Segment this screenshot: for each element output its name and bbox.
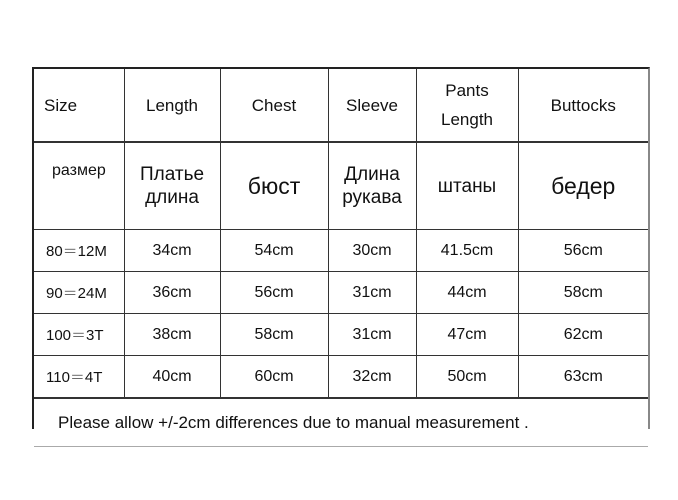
pants-cell: 41.5cm	[416, 230, 518, 272]
length-ru-line1: Платье	[139, 164, 205, 185]
russian-header-row	[34, 142, 648, 230]
length-header-ru	[124, 142, 220, 230]
sleeve-ru-line2: рукава	[342, 187, 402, 208]
sleeve-cell: 30cm	[328, 230, 416, 272]
pants-cell: 50cm	[416, 356, 518, 399]
pants-length-header	[416, 69, 518, 142]
chest-header: Chest	[220, 69, 328, 142]
chest-cell: 54cm	[220, 230, 328, 272]
header-row	[34, 69, 648, 142]
size-cell: 100＝3T	[34, 314, 124, 356]
pants-header-line2: Length	[441, 110, 493, 129]
chest-cell: 60cm	[220, 356, 328, 399]
chest-cell: 58cm	[220, 314, 328, 356]
sleeve-cell: 32cm	[328, 356, 416, 399]
buttocks-cell: 58cm	[518, 272, 648, 314]
length-cell: 36cm	[124, 272, 220, 314]
size-header: Size	[34, 69, 124, 142]
pants-cell: 44cm	[416, 272, 518, 314]
table-row	[34, 230, 648, 272]
sleeve-header: Sleeve	[328, 69, 416, 142]
chest-header-ru: бюст	[220, 142, 328, 230]
length-cell: 38cm	[124, 314, 220, 356]
pants-cell: 47cm	[416, 314, 518, 356]
buttocks-header: Buttocks	[518, 69, 648, 142]
buttocks-header-ru: бедер	[518, 142, 648, 230]
buttocks-cell: 63cm	[518, 356, 648, 399]
sleeve-cell: 31cm	[328, 314, 416, 356]
table-row	[34, 356, 648, 399]
length-cell: 40cm	[124, 356, 220, 399]
size-table	[34, 69, 648, 399]
buttocks-cell: 56cm	[518, 230, 648, 272]
length-header: Length	[124, 69, 220, 142]
measurement-note: Please allow +/-2cm differences due to manual measurement .	[34, 399, 648, 447]
pants-header-line1: Pants	[445, 81, 489, 100]
chest-cell: 56cm	[220, 272, 328, 314]
size-header-ru: размер	[34, 142, 124, 230]
table-row	[34, 314, 648, 356]
length-cell: 34cm	[124, 230, 220, 272]
sleeve-ru-line1: Длина	[344, 164, 400, 185]
pants-header-ru: штаны	[416, 142, 518, 230]
buttocks-cell: 62cm	[518, 314, 648, 356]
size-cell: 110＝4T	[34, 356, 124, 399]
table-row	[34, 272, 648, 314]
size-chart	[32, 67, 650, 432]
length-ru-line2: длина	[145, 187, 199, 208]
size-cell: 80＝12M	[34, 230, 124, 272]
size-cell: 90＝24M	[34, 272, 124, 314]
sleeve-header-ru	[328, 142, 416, 230]
sleeve-cell: 31cm	[328, 272, 416, 314]
